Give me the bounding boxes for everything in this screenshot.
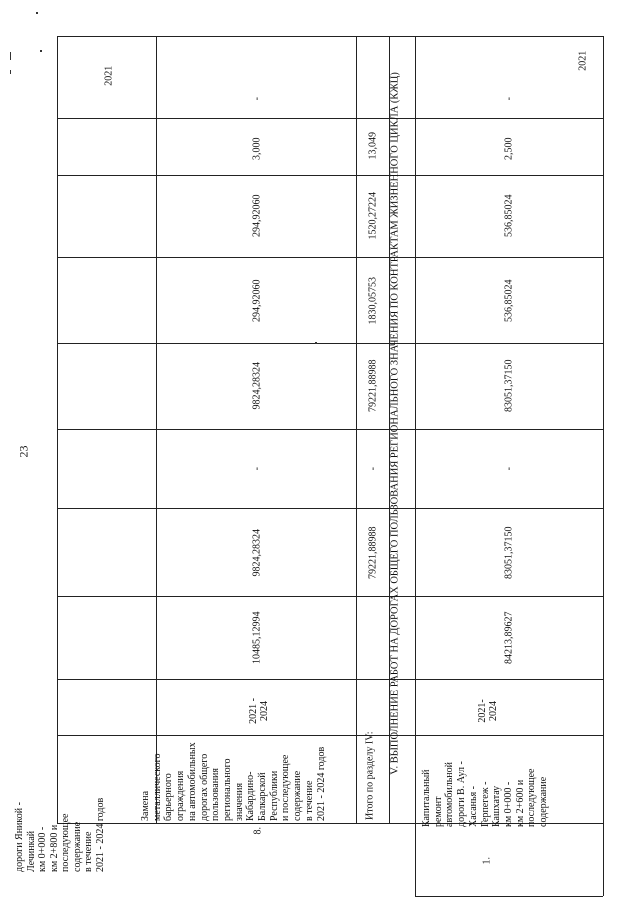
row1-num: 1. — [481, 857, 493, 865]
row8-col-a: 9824,28324 — [251, 529, 263, 577]
total-col-e: 1520,27224 — [367, 192, 379, 240]
row0-name-line: км 0+000 - — [37, 826, 48, 872]
row8-col-e: 294,92060 — [251, 194, 263, 237]
row1-name-line: последующее — [526, 768, 538, 827]
row1-period — [477, 689, 499, 733]
row8-col-c: 9824,28324 — [251, 362, 263, 410]
row0-name-line: км 2+800 и — [48, 824, 60, 872]
row8-name-line: содержание — [292, 770, 304, 821]
row1-name-line: ремонт — [432, 796, 444, 827]
row8-col-f: 3,000 — [251, 137, 263, 160]
row8-num: 8. — [252, 827, 264, 835]
row8-name-line: Балкарской — [257, 772, 269, 821]
row1-name-line: Герпегеж - — [479, 781, 491, 827]
row8-name-line: металлического — [151, 753, 163, 821]
row1-col-a: 83051,37150 — [503, 526, 515, 579]
row1-col-d: 536,85024 — [503, 279, 515, 322]
row1-col-c: 83051,37150 — [503, 359, 515, 412]
row-divider-4 — [415, 36, 416, 896]
row8-name-line: на автомобильных — [186, 742, 198, 821]
total-col-c: 79221,88988 — [367, 359, 379, 412]
total-col-f: 13,049 — [367, 132, 379, 160]
row8-col-d: 294,92060 — [251, 279, 263, 322]
row8-col-b: - — [251, 467, 263, 471]
row1-col-g: - — [503, 97, 515, 101]
row8-name-line: в течение — [303, 780, 315, 821]
row1-col-f: 2,500 — [503, 137, 515, 160]
scan-speck — [40, 50, 42, 52]
row1-name-line: дороги В. Аул - — [456, 761, 468, 827]
total-col-b: - — [367, 467, 379, 471]
total-col-d: 1830,05753 — [367, 277, 379, 325]
row8-period-text: 2021 - 2024 — [248, 698, 270, 724]
page-number: 23 — [16, 445, 31, 458]
row8-period — [248, 689, 270, 733]
total-row-label: Итого по разделу IV: — [364, 731, 376, 820]
row8-name-line: Кабардино- — [245, 771, 257, 821]
row0-year: 2021 — [103, 65, 115, 86]
col-line-1 — [57, 118, 603, 119]
row1-name-line: Капитальный — [421, 769, 432, 827]
row0-name-line: последующее — [60, 813, 71, 872]
row0-name-line: дороги Яникой - — [14, 802, 25, 872]
col-line-4 — [57, 343, 603, 344]
row1-name-line: км 0+000 - — [502, 781, 514, 827]
row1-col-e: 536,85024 — [503, 194, 515, 237]
col-line-2 — [57, 175, 603, 176]
row8-name-line: регионального — [221, 758, 233, 821]
row0-name-line: 2021 - 2024 годов — [94, 797, 106, 872]
row8-name-block-2 — [140, 601, 330, 821]
section-heading: V. ВЫПОЛНЕНИЕ РАБОТ НА ДОРОГАХ ОБЩЕГО ПОЛЬЗОВАНИЯ РЕГИОНАЛЬНОГО ЗНАЧЕНИЯ ПО КОНТРАКТАМ ЖИЗНЕННОГО ЦИКЛА (КЖЦ) — [389, 72, 401, 775]
col-line-5 — [57, 429, 603, 430]
row1-name-block — [421, 627, 611, 827]
row8-name-line: и последующее — [280, 754, 292, 821]
row0-name-line: в течение — [83, 831, 94, 872]
col-line-0 — [57, 36, 603, 37]
row8-name-line: значения — [233, 782, 245, 821]
col-line-3 — [57, 257, 603, 258]
row1-period-text: 2021- 2024 — [477, 699, 499, 723]
col-line-11 — [415, 896, 603, 897]
row8-name-line: барьерного — [163, 773, 175, 821]
scan-speck — [36, 12, 38, 14]
row8-name-line: 2021 - 2024 годов — [315, 746, 327, 821]
row8-name-line: дорогах общего — [198, 753, 210, 821]
row0-name-line: содержание — [71, 821, 83, 872]
scan-speck — [10, 70, 11, 74]
row1-name-line: км 2+600 и — [514, 779, 526, 827]
row1-name-line: Кашхатау — [491, 785, 503, 827]
total-col-a: 79221,88988 — [367, 526, 379, 579]
row8-col-g: - — [251, 97, 263, 101]
row8-name-line: пользования — [210, 768, 222, 821]
scan-speck — [315, 342, 317, 344]
row1-name-line: содержание — [538, 776, 550, 827]
row8-total: 10485,12994 — [251, 611, 263, 664]
row0-name-block — [14, 692, 110, 872]
row1-name-line: автомобильной — [444, 762, 456, 827]
row1-year: 2021 — [577, 50, 589, 71]
row8-name-line: Замена — [140, 790, 151, 821]
row0-name-line: Лечинкай — [25, 830, 37, 872]
row8-name-line: ограждения — [175, 770, 187, 821]
row1-name-line: Хасанья - — [467, 785, 479, 827]
row8-name-line: Республики — [268, 770, 280, 821]
row1-col-b: - — [503, 467, 515, 471]
row1-total: 84213,89627 — [503, 611, 515, 664]
scan-speck — [10, 52, 11, 60]
